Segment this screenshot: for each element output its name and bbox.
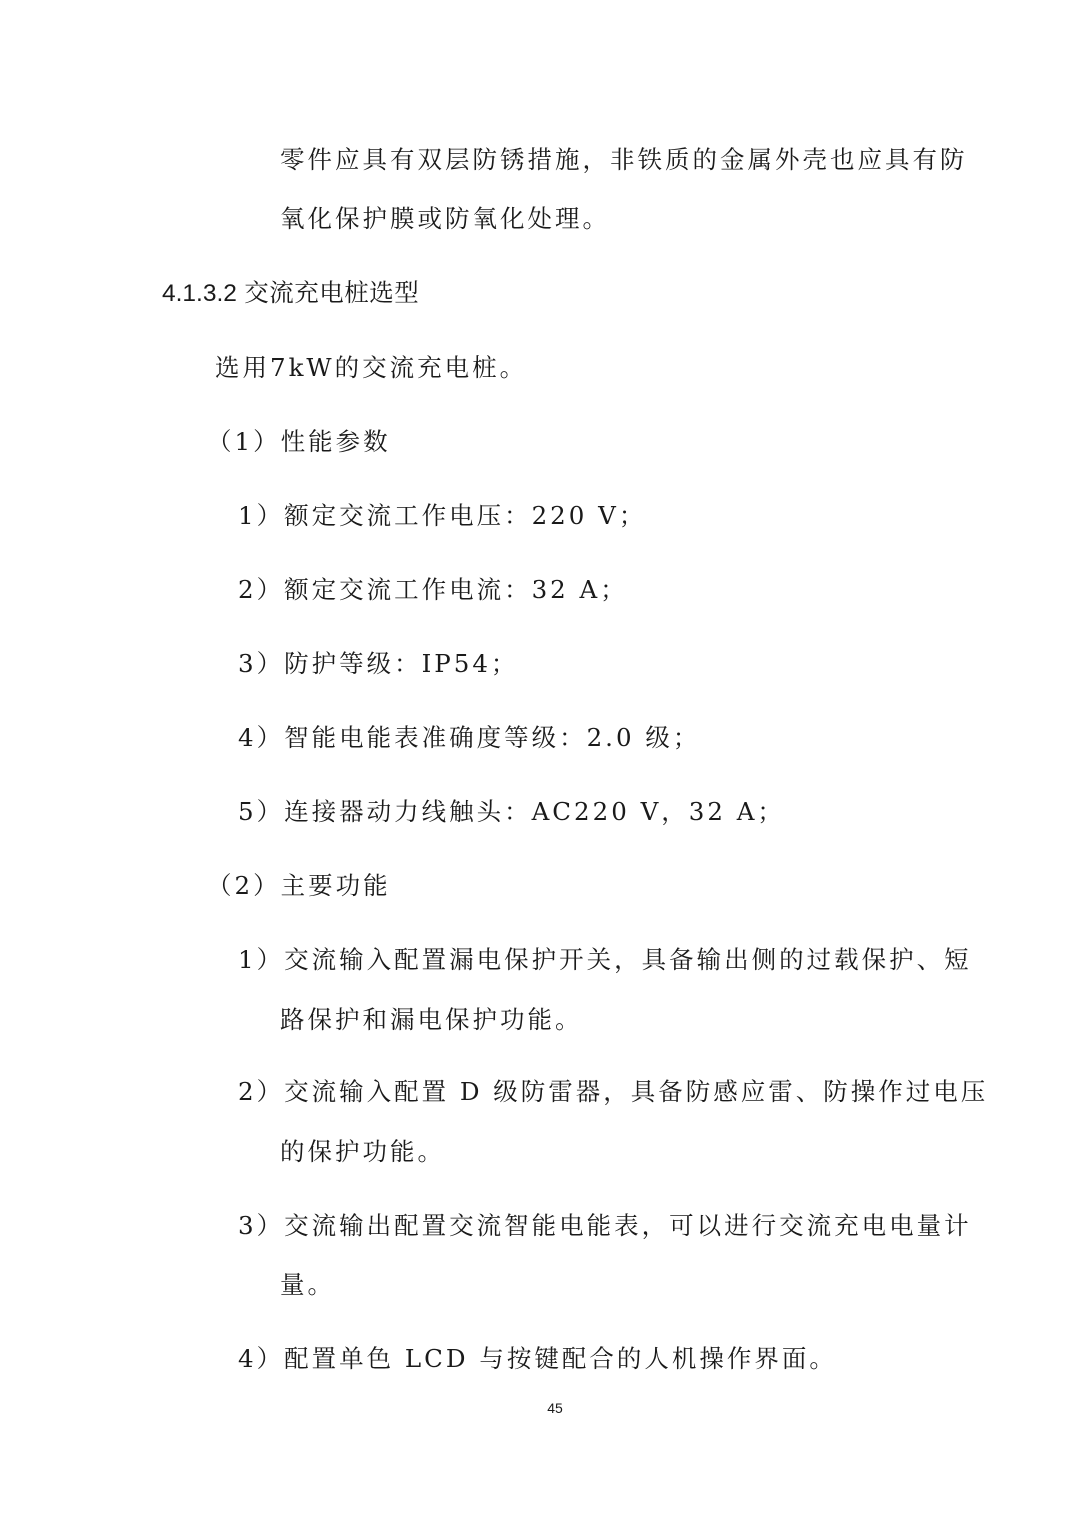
function-item-2-line-2: 的保护功能。 (280, 1137, 445, 1166)
function-item-3-line-2: 量。 (280, 1270, 335, 1299)
section-title: 交流充电桩选型 (244, 280, 420, 307)
intro-paragraph-line-2: 氧化保护膜或防氧化处理。 (280, 204, 610, 233)
function-item-1-line-1: 1）交流输入配置漏电保护开关，具备输出侧的过载保护、短 (238, 945, 972, 974)
performance-item-5: 5）连接器动力线触头：AC220 V，32 A； (238, 797, 785, 826)
performance-heading: （1）性能参数 (207, 427, 391, 456)
function-item-2-line-1: 2）交流输入配置 D 级防雷器，具备防感应雷、防操作过电压 (238, 1077, 989, 1106)
function-item-3-line-1: 3）交流输出配置交流智能电能表，可以进行交流充电电量计 (238, 1211, 972, 1240)
functions-heading: （2）主要功能 (207, 871, 391, 900)
performance-item-2: 2）额定交流工作电流：32 A； (238, 575, 628, 604)
page-number: 45 (547, 1400, 563, 1416)
selection-paragraph: 选用7kW的交流充电桩。 (215, 353, 528, 382)
section-number: 4.1.3.2 (162, 280, 237, 307)
performance-item-3: 3）防护等级：IP54； (238, 649, 519, 678)
intro-paragraph-line-1: 零件应具有双层防锈措施，非铁质的金属外壳也应具有防 (280, 145, 968, 174)
performance-item-4: 4）智能电能表准确度等级：2.0 级； (238, 723, 701, 752)
section-heading (162, 282, 419, 307)
function-item-4-line-1: 4）配置单色 LCD 与按键配合的人机操作界面。 (238, 1344, 837, 1373)
performance-item-1: 1）额定交流工作电压：220 V； (238, 501, 647, 530)
function-item-1-line-2: 路保护和漏电保护功能。 (280, 1005, 583, 1034)
